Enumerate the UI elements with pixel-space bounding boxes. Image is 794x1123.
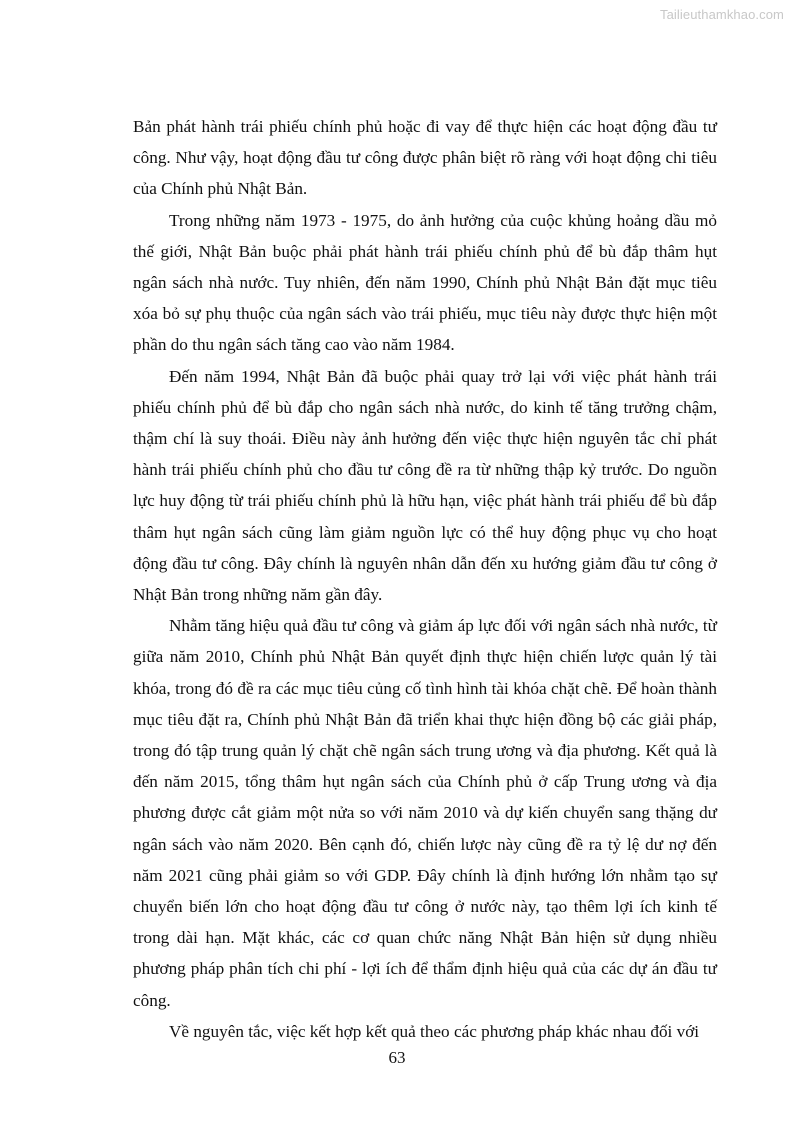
- paragraph-principle: Về nguyên tắc, việc kết hợp kết quả theo các phương pháp khác nhau đối với: [169, 1021, 700, 1041]
- watermark-text: Tailieuthamkhao.com: [659, 7, 784, 22]
- paragraph-continuation: Bản phát hành trái phiếu chính phủ hoặc đi vay để thực hiện các hoạt động đầu tư công. Như vậy, hoạt động đầu tư công được phân biệt rõ ràng với hoạt động chi tiêu của Chính phủ Nhật Bản.: [133, 117, 717, 199]
- paragraph-fiscal-strategy: Nhằm tăng hiệu quả đầu tư công và giảm áp lực đối với ngân sách nhà nước, từ giữa năm 2010, Chính phủ Nhật Bản quyết định thực hiện chiến lược quản lý tài khóa, trong đó đề ra các mục tiêu củng cố tình hình tài khóa chặt chẽ. Để hoàn thành mục tiêu đặt ra, Chính phủ Nhật Bản đã triển khai thực hiện đồng bộ các giải pháp, trong đó tập trung quản lý chặt chẽ ngân sách trung ương và địa phương. Kết quả là đến năm 2015, tổng thâm hụt ngân sách của Chính phủ ở cấp Trung ương và địa phương được cắt giảm một nửa so với năm 2010 và dự kiến chuyển sang thặng dư ngân sách vào năm 2020. Bên cạnh đó, chiến lược này cũng đề ra tỷ lệ dư nợ đến năm 2021 cũng phải giảm so với GDP. Đây chính là định hướng lớn nhằm tạo sự chuyển biến lớn cho hoạt động đầu tư công ở nước này, tạo thêm lợi ích kinh tế trong dài hạn. Mặt khác, các cơ quan chức năng Nhật Bản hiện sử dụng nhiều phương pháp phân tích chi phí - lợi ích để thẩm định hiệu quả của các dự án đầu tư công.: [133, 616, 717, 1010]
- document-body: [133, 111, 717, 1047]
- paragraph-1994-bonds: Đến năm 1994, Nhật Bản đã buộc phải quay trở lại với việc phát hành trái phiếu chính phủ để bù đắp cho ngân sách nhà nước, do kinh tế tăng trưởng chậm, thậm chí là suy thoái. Điều này ảnh hưởng đến việc thực hiện nguyên tắc chỉ phát hành trái phiếu chính phủ cho đầu tư công đề ra từ những thập kỷ trước. Do nguồn lực huy động từ trái phiếu chính phủ là hữu hạn, việc phát hành trái phiếu để bù đắp thâm hụt ngân sách cũng làm giảm nguồn lực có thể huy động phục vụ cho hoạt động đầu tư công. Đây chính là nguyên nhân dẫn đến xu hướng giảm đầu tư công ở Nhật Bản trong những năm gần đây.: [133, 366, 717, 605]
- page-number: 63: [388, 1048, 406, 1067]
- paragraph-oil-crisis: Trong những năm 1973 - 1975, do ảnh hưởng của cuộc khủng hoảng dầu mỏ thế giới, Nhật Bản buộc phải phát hành trái phiếu chính phủ để bù đắp thâm hụt ngân sách nhà nước. Tuy nhiên, đến năm 1990, Chính phủ Nhật Bản đặt mục tiêu xóa bỏ sự phụ thuộc của ngân sách vào trái phiếu, mục tiêu này được thực hiện một phần do thu ngân sách tăng cao vào năm 1984.: [133, 210, 717, 355]
